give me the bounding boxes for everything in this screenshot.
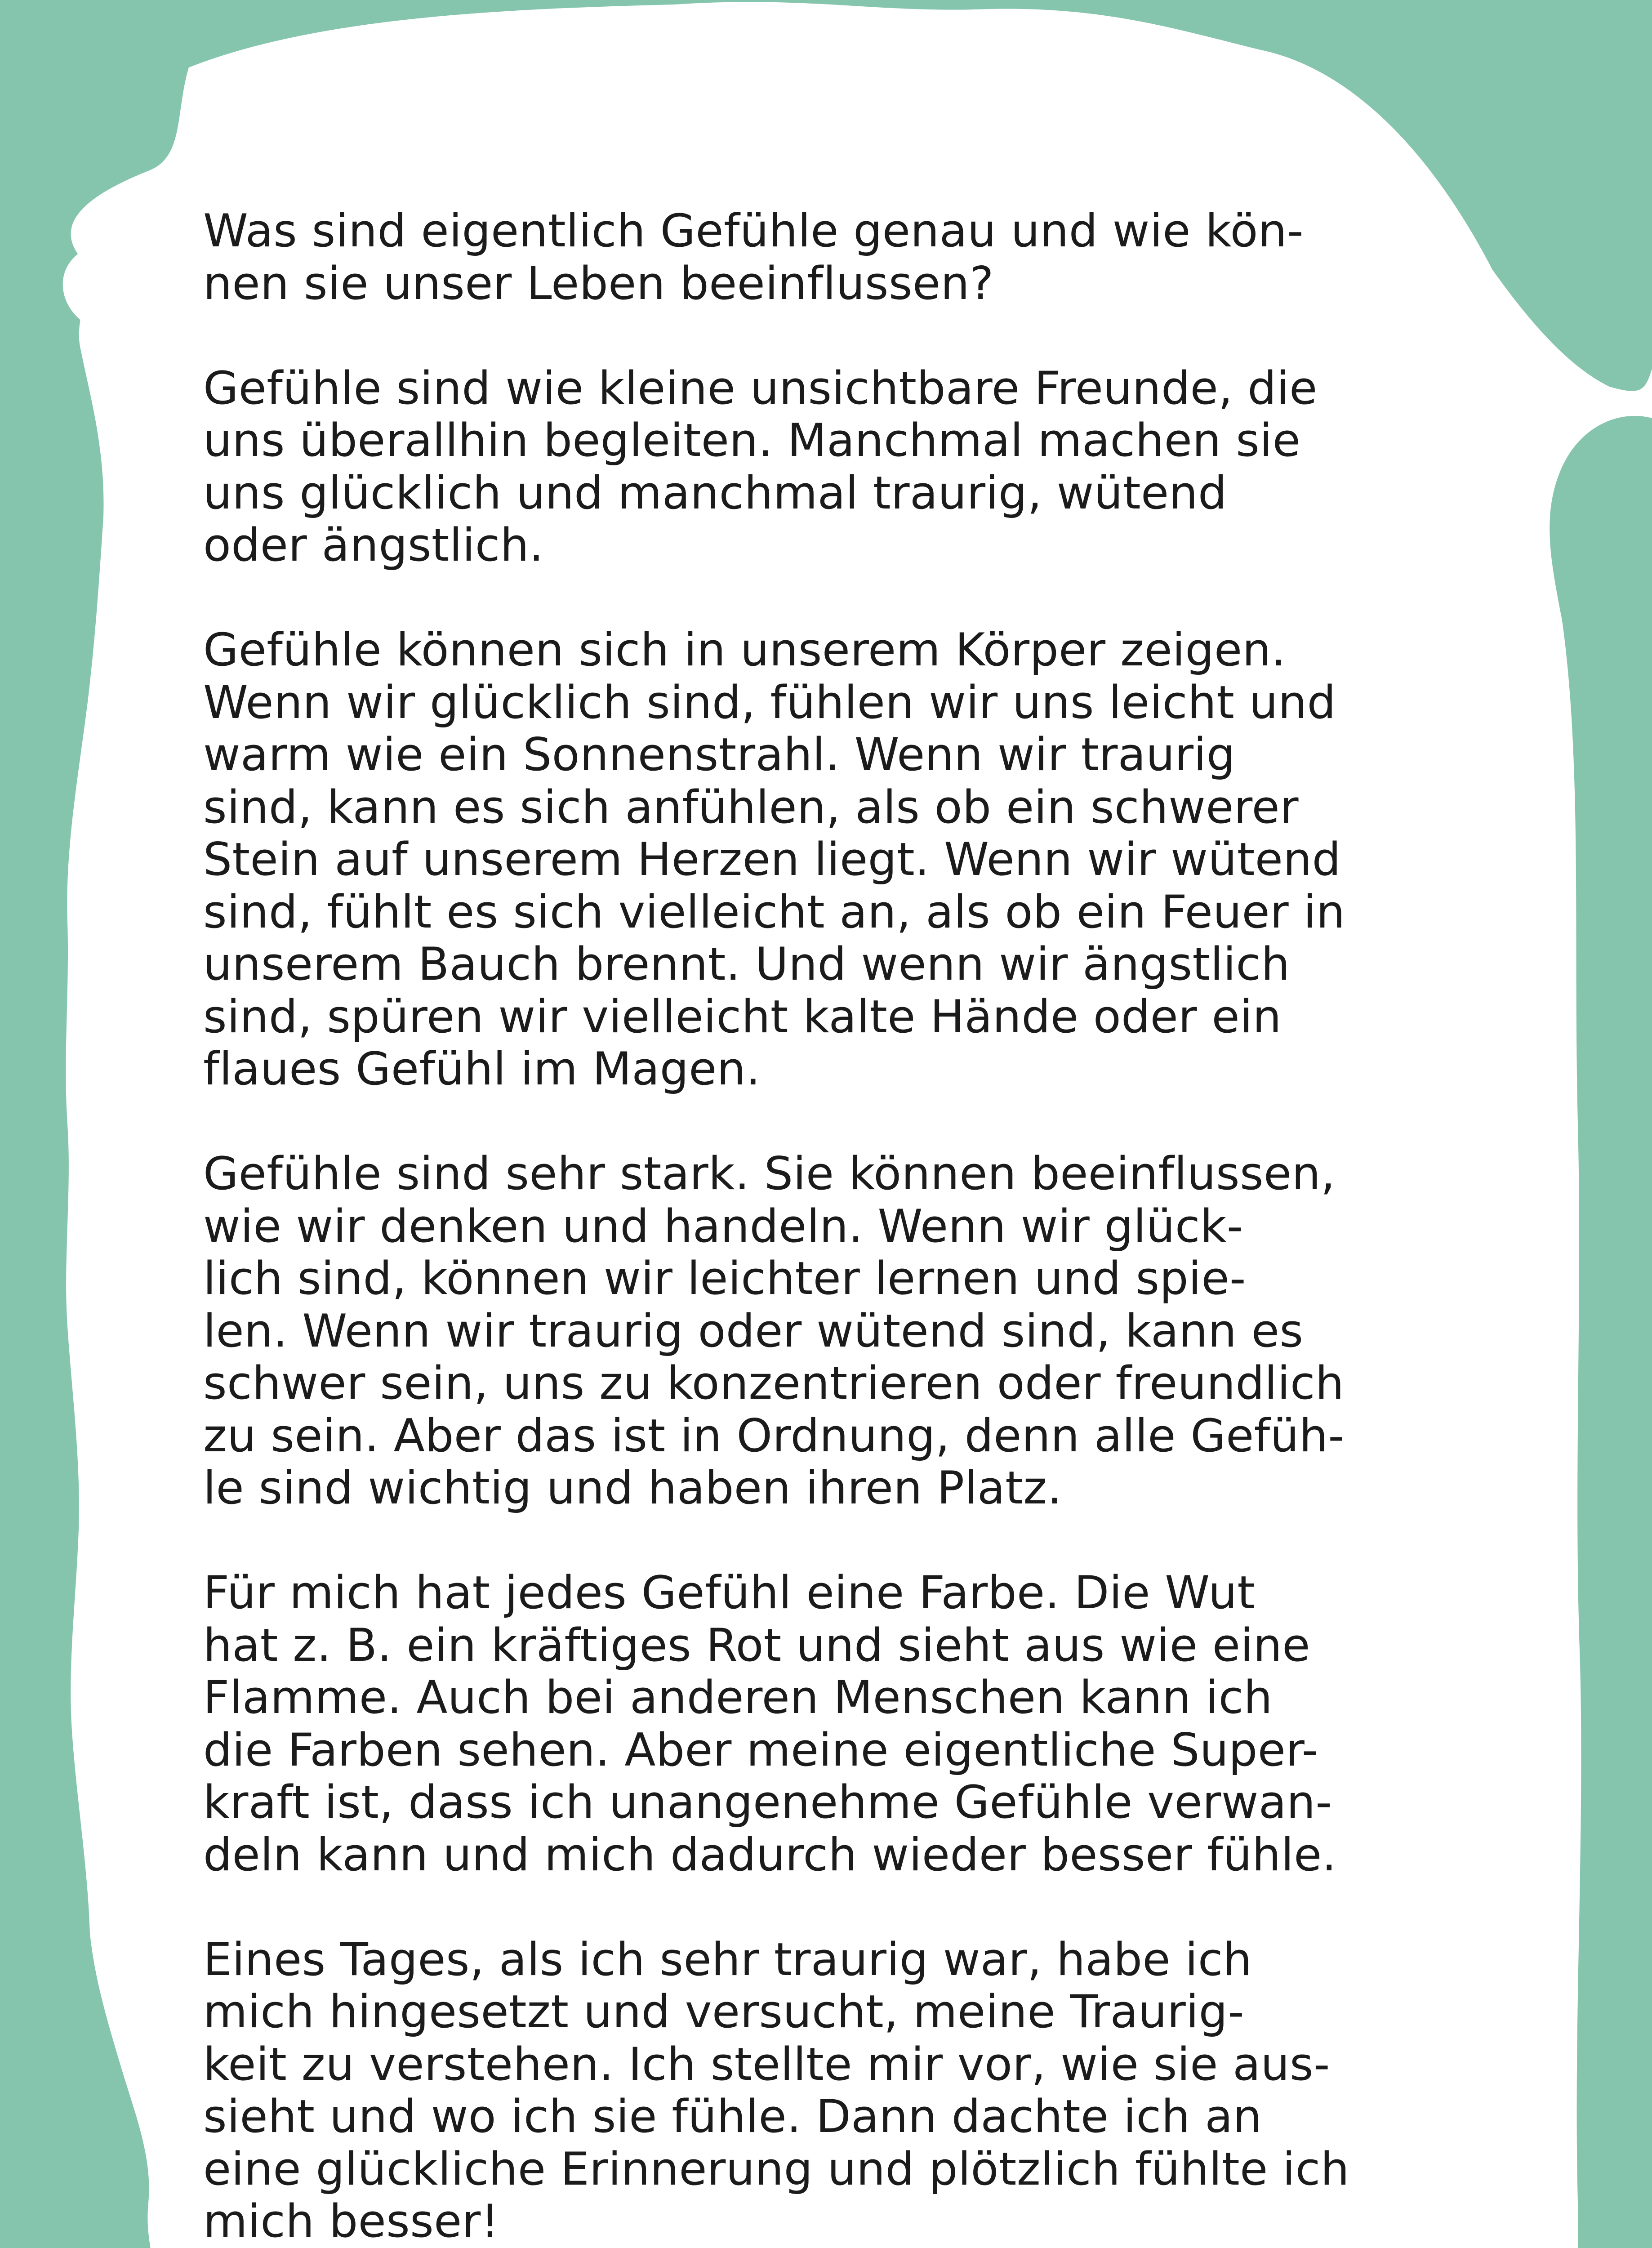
paragraph: Gefühle sind sehr stark. Sie können beeinflussen, wie wir denken und handeln. Wenn wir glück- lich sind, können wir leichter lernen und spie- len. Wenn wir traurig oder wütend sind, kann es schwer sein, uns zu konzentrieren oder freundlich zu sein. Aber das ist in Ordnung, denn alle Gefüh- le sind wichtig und haben ihren Platz. [203,1147,1345,1514]
paragraph: Gefühle sind wie kleine unsichtbare Freunde, die uns überallhin begleiten. Manchmal machen sie uns glücklich und manchmal traurig, wütend oder ängstlich. [203,361,1318,571]
paragraph: Eines Tages, als ich sehr traurig war, habe ich mich hingesetzt und versucht, meine Traurig- keit zu verstehen. Ich stellte mir vor, wie sie aus- sieht und wo ich sie fühle. Dann dachte ich an eine glückliche Erinnerung und plötzlich fühlte ich mich besser! [203,1932,1349,2248]
body-text [203,205,1444,2248]
paragraph: Was sind eigentlich Gefühle genau und wie kön- nen sie unser Leben beeinflussen? [203,204,1304,310]
paragraph: Gefühle können sich in unserem Körper zeigen. Wenn wir glücklich sind, fühlen wir uns leicht und warm wie ein Sonnenstrahl. Wenn wir traurig sind, kann es sich anfühlen, als ob ein schwerer Stein auf unserem Herzen liegt. Wenn wir wütend sind, fühlt es sich vielleicht an, als ob ein Feuer in unserem Bauch brennt. Und wenn wir ängstlich sind, spüren wir vielleicht kalte Hände oder ein flaues Gefühl im Magen. [203,623,1345,1095]
paragraph: Für mich hat jedes Gefühl eine Farbe. Die Wut hat z. B. ein kräftiges Rot und sieht aus wie eine Flamme. Auch bei anderen Menschen kann ich die Farben sehen. Aber meine eigentliche Super- kraft ist, dass ich unangenehme Gefühle verwan- deln kann und mich dadurch wieder besser fühle. [203,1566,1337,1881]
